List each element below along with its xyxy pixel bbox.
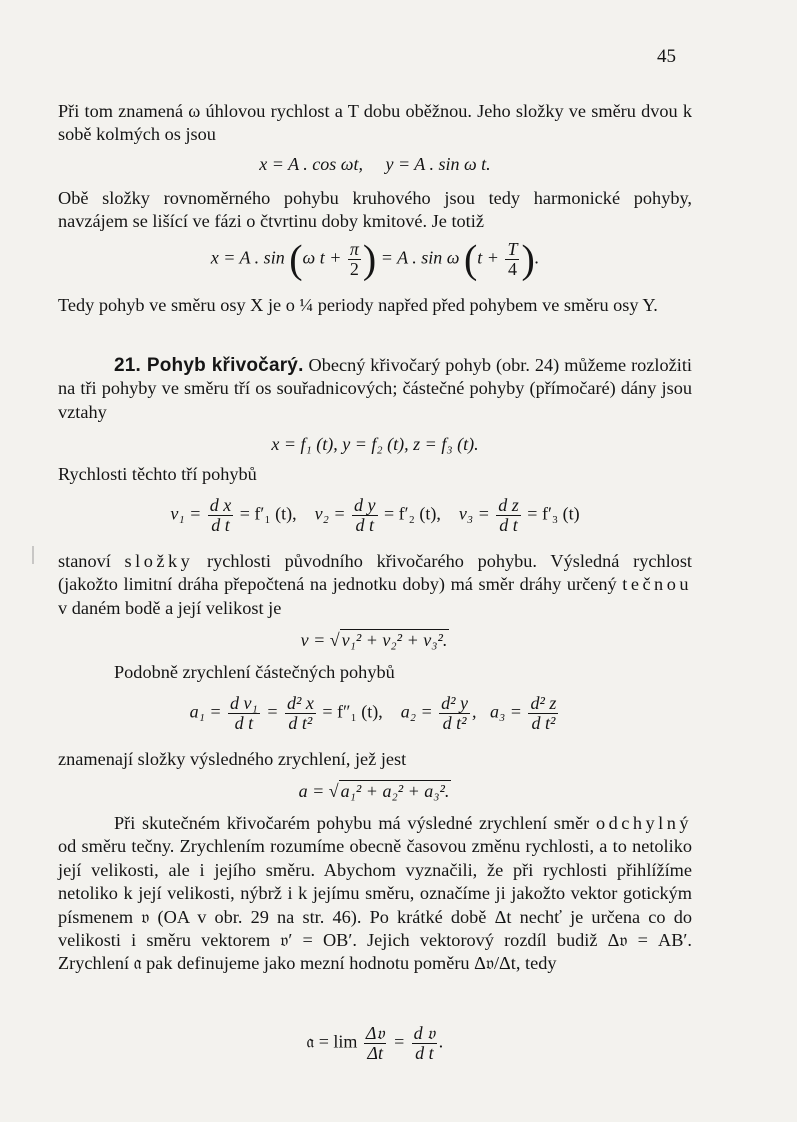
fraction-pi-half	[348, 240, 361, 279]
text-run: v daném bodě a její velikost je	[58, 597, 282, 618]
fraction-denominator: 2	[349, 259, 359, 279]
paragraph-accelerations-intro: Podobně zrychlení částečných pohybů	[114, 662, 395, 682]
formula-v2: v₂ =	[314, 503, 346, 524]
paragraph-resultant-acceleration: znamenají složky výsledného zrychlení, jež jest	[58, 749, 407, 769]
text-run: stanoví	[58, 551, 111, 571]
right-paren-icon: )	[521, 236, 535, 282]
fraction-denominator: d t	[499, 515, 518, 535]
fraction-denominator: d t²	[442, 713, 467, 733]
fraction-denominator: d t	[234, 713, 254, 733]
formula-phase-mid: = A . sin ω	[380, 247, 460, 268]
formula-y-sin: y = A . sin ω t.	[385, 154, 491, 174]
fraction-d2z-dt2	[528, 694, 558, 733]
page-number: 45	[657, 46, 676, 67]
spaced-word: tečnou	[622, 574, 692, 595]
formula-velocities	[58, 496, 692, 535]
formula-v3: v₃ =	[458, 503, 490, 524]
formula-f1: = f′₁ (t),	[239, 503, 297, 524]
text-run: rychlosti původního křivočarého pohybu. Výsledná rychlost (jakožto limitní dráha přepočtená na jednotku doby) má směr dráhy určený	[58, 551, 693, 595]
fraction-numerator: π	[349, 239, 359, 259]
formula-f1-second: = f″₁ (t),	[322, 701, 383, 722]
left-paren-icon: (	[289, 236, 303, 282]
fraction-denominator: d t	[211, 515, 230, 535]
spaced-word: odchylný	[595, 813, 692, 833]
text-run: od směru tečny. Zrychlením rozumíme obecně časovou změnu rychlosti, a to netoliko její velikosti, ale i jejího směru. Abychom vyznačili, že při rychlosti přihlížíme netoliko k její velikosti, nýbrž i k jejímu směru, označíme ji jakožto vektor gotickým písmenem 𝔳 (OA v obr. 29 na str. 46). Po krátké době Δt nechť je určena co do velikosti i směru vektorem 𝔳′ = OB′. Jejich vektorový rozdíl budiž Δ𝔳 = AB′. Zrychlení 𝔞 pak definujeme jako mezní hodnotu poměru Δ𝔳/Δt, tedy	[58, 836, 692, 974]
formula-a3: a₃ =	[490, 701, 522, 722]
fraction-numerator: d² z	[530, 693, 557, 713]
fraction-dx-dt	[208, 496, 234, 535]
margin-mark	[32, 546, 34, 564]
fraction-dv1-dt	[228, 694, 260, 733]
fraction-numerator: d² y	[441, 693, 469, 713]
fraction-denominator: 4	[507, 259, 517, 279]
formula-v-radicand: v₁² + v₂² + v₃².	[341, 630, 448, 650]
formula-phase-t: t +	[477, 247, 499, 268]
fraction-dy-dt	[352, 496, 378, 535]
sqrt-icon: √	[328, 781, 339, 801]
paragraph-quarter-period: Tedy pohyb ve směru osy X je o ¼ periody napřed před pohybem ve směru osy Y.	[58, 295, 658, 315]
paragraph-section-21	[58, 354, 692, 424]
formula-accelerations: a₁ = $\frac{\text{d v₁}}{\text{d t}}$ = $\frac{\text{d² x}}{\text{d t²}}$ = f″₁ (t), a₂ = $\frac{\text{d² y}}{\text{d t²}}$ , a₃ = $\frac{\text{d² z}}{\text{d t²}}$	[189, 693, 557, 733]
left-paren-icon: (	[463, 236, 478, 282]
fraction-dz-dt	[496, 496, 521, 535]
fraction-d2x-dt2	[285, 694, 316, 733]
formula-x-cos: x = A . cos ωt,	[259, 154, 363, 174]
right-paren-icon: )	[362, 236, 377, 282]
fraction-numerator: d x	[209, 495, 232, 515]
formula-phase-inner: ω t +	[302, 247, 342, 268]
text-run: Při skutečném křivočarém pohybu má výsledné zrychlení směr	[114, 813, 590, 833]
section-heading: 21. Pohyb křivočarý.	[114, 355, 304, 376]
fraction-numerator: d 𝔳	[413, 1023, 436, 1043]
formula-v-left: v =	[300, 630, 326, 650]
fraction-numerator: d z	[498, 495, 519, 515]
paragraph-velocities-intro: Rychlosti těchto tří pohybů	[58, 464, 257, 484]
formula-f2: = f′₂ (t),	[384, 503, 441, 524]
formula-a1: a₁ =	[189, 701, 222, 722]
formula-a-radicand: a₁² + a₂² + a₃².	[340, 781, 450, 801]
fraction-T-quarter	[505, 240, 519, 279]
fraction-dv-dt	[412, 1024, 437, 1063]
fraction-denominator: d t	[415, 1043, 434, 1063]
formula-limit-left: 𝔞 = lim	[306, 1031, 358, 1052]
formula-v1: v₁ =	[170, 503, 202, 524]
paragraph-resultant-velocity	[58, 550, 692, 620]
paragraph-harmonic: Obě složky rovnoměrného pohybu kruhového jsou tedy harmonické pohyby, navzájem se lišící ve fázi o čtvrtinu doby kmitové. Je totiž	[58, 188, 692, 232]
formula-partial-motions: x = f₁ (t), y = f₂ (t), z = f₃ (t).	[271, 434, 479, 454]
formula-limit: 𝔞 = lim $\frac{\text{Δ𝔳}}{\Delta t}$ = $\frac{\text{d 𝔳}}{\text{d t}}$ .	[306, 1023, 444, 1063]
fraction-numerator: Δ𝔳	[365, 1023, 385, 1043]
fraction-numerator: d v₁	[230, 693, 258, 713]
spaced-word: složky	[124, 551, 194, 571]
paragraph-angular-velocity: Při tom znamená ω úhlovou rychlost a T dobu oběžnou. Jeho složky ve směru dvou k sobě kolmých os jsou	[58, 101, 692, 145]
formula-f3: = f′₃ (t)	[527, 503, 580, 524]
fraction-numerator: d y	[354, 495, 376, 515]
formula-a2: a₂ =	[400, 701, 433, 722]
formula-components	[58, 152, 692, 176]
formula-a-left: a =	[298, 781, 325, 801]
section-body: Obecný křivočarý pohyb (obr. 24) můžeme rozložiti na tři pohyby ve směru tří os souřadnicových; částečné pohyby (přímočaré) dány jsou vztahy	[58, 355, 692, 422]
formula-phase-left: x = A . sin	[210, 247, 285, 268]
fraction-delta-v-delta-t	[364, 1024, 387, 1063]
fraction-denominator: d t²	[531, 713, 556, 733]
fraction-denominator: d t	[355, 515, 375, 535]
sqrt-icon: √	[329, 630, 340, 650]
paragraph-vector-acceleration	[58, 812, 692, 976]
formula-velocity-magnitude	[58, 628, 692, 652]
fraction-numerator: T	[507, 239, 518, 259]
fraction-denominator: d t²	[288, 713, 313, 733]
formula-phase-shift: x = A . sin (ω t + $\frac{\pi}{2}$ ) = A . sin ω (t + $\frac{T}{4}$ ).	[210, 236, 540, 282]
formula-acceleration-magnitude	[58, 779, 692, 803]
fraction-denominator: Δt	[367, 1043, 383, 1063]
fraction-numerator: d² x	[286, 693, 314, 713]
fraction-d2y-dt2	[439, 694, 470, 733]
